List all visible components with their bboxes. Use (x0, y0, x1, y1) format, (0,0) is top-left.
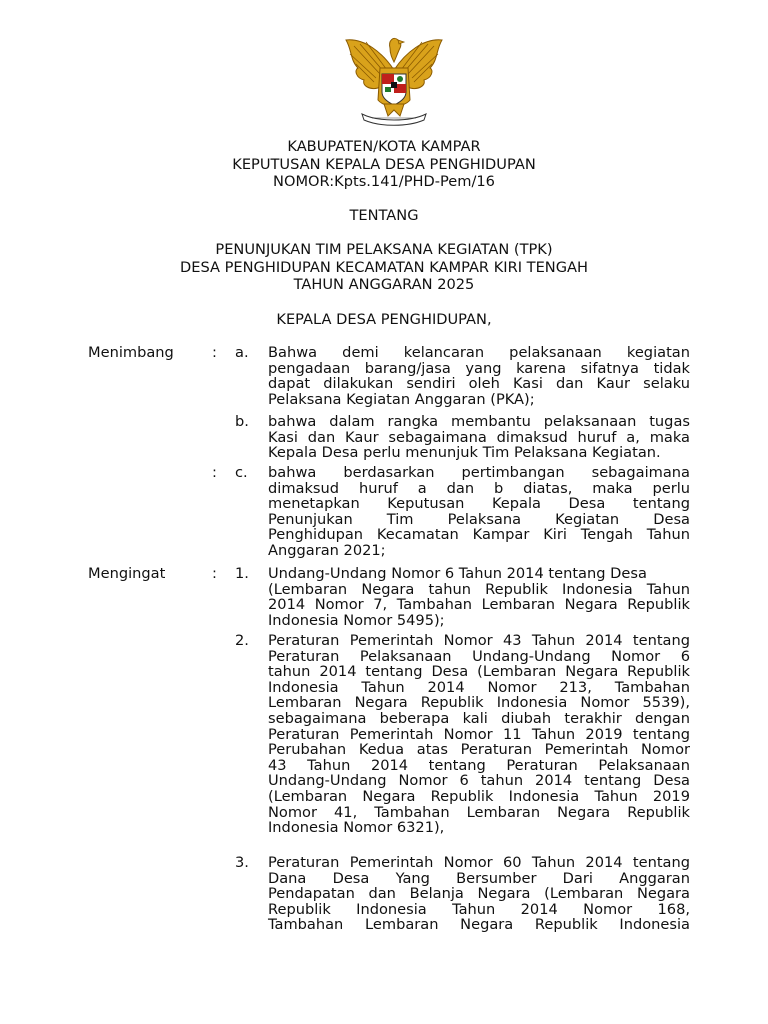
mengingat-colon: : (212, 565, 217, 582)
mengingat-marker-3: 3. (235, 854, 249, 871)
mengingat-marker-1: 1. (235, 565, 249, 582)
menimbang-label: Menimbang (88, 344, 174, 361)
menimbang-item-a: Bahwa demi kelancaran pelaksanaan kegiatan pengadaan barang/jasa yang karena sifatnya tidak dapat dilakukan sendiri oleh Kasi dan Kaur selaku Pelaksana Kegiatan Anggaran (PKA); (268, 344, 690, 408)
subject-line-3: TAHUN ANGGARAN 2025 (293, 276, 475, 293)
tentang-heading: TENTANG (349, 207, 419, 224)
decree-subject (0, 241, 768, 294)
menimbang-item-b: bahwa dalam rangka membantu pelaksanaan tugas Kasi dan Kaur sebagaimana dimaksud huruf a, maka Kepala Desa perlu menunjuk Tim Pelaksana Kegiatan. (268, 413, 690, 462)
decree-number: NOMOR:Kpts.141/PHD-Pem/16 (273, 173, 495, 190)
subject-line-2: DESA PENGHIDUPAN KECAMATAN KAMPAR KIRI TENGAH (180, 258, 588, 276)
menimbang-colon: : (212, 344, 217, 361)
menimbang-item-c: bahwa berdasarkan pertimbangan sebagaimana dimaksud huruf a dan b diatas, maka perlu menetapkan Keputusan Kepala Desa tentang Penunjukan Tim Pelaksana Kegiatan Desa Penghidupan Kecamatan Kampar Kiri Tengah Tahun Anggaran 2021; (268, 464, 690, 559)
mengingat-item-2: Peraturan Pemerintah Nomor 43 Tahun 2014 tentang Peraturan Pelaksanaan Undang-Undang Nomor 6 tahun 2014 tentang Desa (Lembaran Negara Republik Indonesia Tahun 2014 Nomor 213, Tambahan Lembaran Negara Republik Indonesia Nomor 5539), sebagaimana beberapa kali diubah terakhir dengan Peraturan Pemerintah Nomor 11 Tahun 2019 tentang Perubahan Kedua atas Peraturan Pemerintah Nomor 43 Tahun 2014 tentang Peraturan Pelaksanaan Undang-Undang Nomor 6 tahun 2014 tentang Desa (Lembaran Negara Republik Indonesia Tahun 2019 Nomor 41, Tambahan Lembaran Negara Republik Indonesia Nomor 6321), (268, 632, 690, 837)
garuda-pancasila-emblem-icon (338, 30, 450, 130)
mengingat-label: Mengingat (88, 565, 166, 582)
menimbang-marker-b: b. (235, 413, 249, 430)
mengingat-marker-2: 2. (235, 632, 249, 649)
menimbang-marker-c: c. (235, 464, 248, 481)
subject-line-1: PENUNJUKAN TIM PELAKSANA KEGIATAN (TPK) (215, 241, 553, 258)
decree-title: KEPUTUSAN KEPALA DESA PENGHIDUPAN (232, 155, 536, 173)
menimbang-colon-c: : (212, 464, 217, 481)
regency-name: KABUPATEN/KOTA KAMPAR (287, 138, 481, 155)
regency-header (0, 138, 768, 191)
mengingat-item-1: Undang-Undang Nomor 6 Tahun 2014 tentang Desa (Lembaran Negara tahun Republik Indonesia Tahun 2014 Nomor 7, Tambahan Lembaran Negara Republik Indonesia Nomor 5495); (268, 565, 690, 629)
menimbang-marker-a: a. (235, 344, 249, 361)
official-title: KEPALA DESA PENGHIDUPAN, (276, 311, 492, 328)
mengingat-item-3: Peraturan Pemerintah Nomor 60 Tahun 2014 tentang Dana Desa Yang Bersumber Dari Anggaran Pendapatan dan Belanja Negara (Lembaran Negara Republik Indonesia Tahun 2014 Nomor 168, Tambahan Lembaran Negara Republik Indonesia (268, 854, 690, 934)
